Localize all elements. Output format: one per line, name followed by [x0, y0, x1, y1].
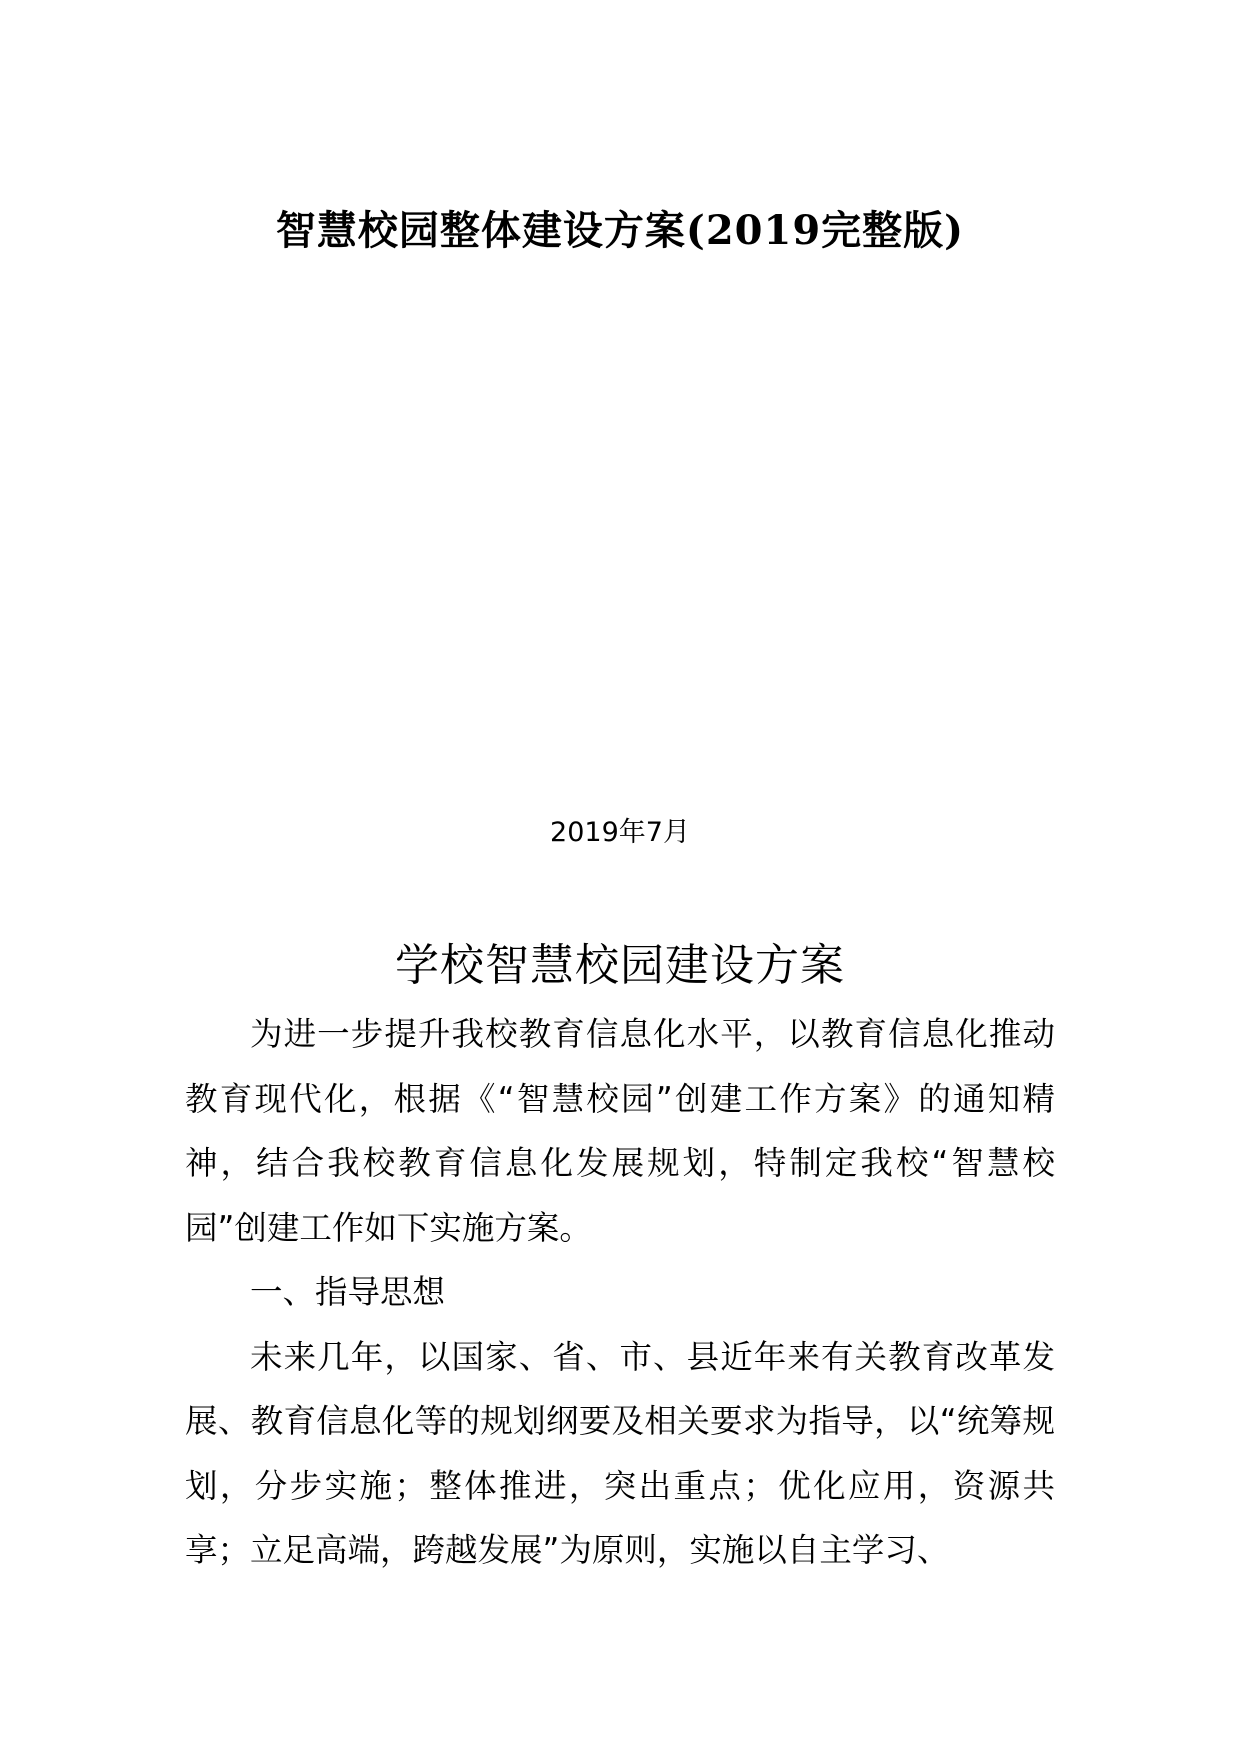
- section-heading: 一、指导思想: [250, 1273, 446, 1311]
- document-title: 学校智慧校园建设方案: [395, 940, 845, 991]
- document-body: [185, 1002, 1055, 1583]
- cover-title: 智慧校园整体建设方案(2019完整版): [275, 207, 965, 254]
- body-paragraph: 未来几年，以国家、省、市、县近年来有关教育改革发展、教育信息化等的规划纲要及相关要求为指导，以“统筹规划，分步实施；整体推进，突出重点；优化应用，资源共享；立足高端，跨越发展”为原则，实施以自主学习、: [185, 1337, 1055, 1569]
- intro-paragraph: 为进一步提升我校教育信息化水平，以教育信息化推动教育现代化，根据《“智慧校园”创建工作方案》的通知精神，结合我校教育信息化发展规划，特制定我校“智慧校园”创建工作如下实施方案。: [185, 1015, 1055, 1247]
- cover-date: 2019年7月: [550, 817, 690, 848]
